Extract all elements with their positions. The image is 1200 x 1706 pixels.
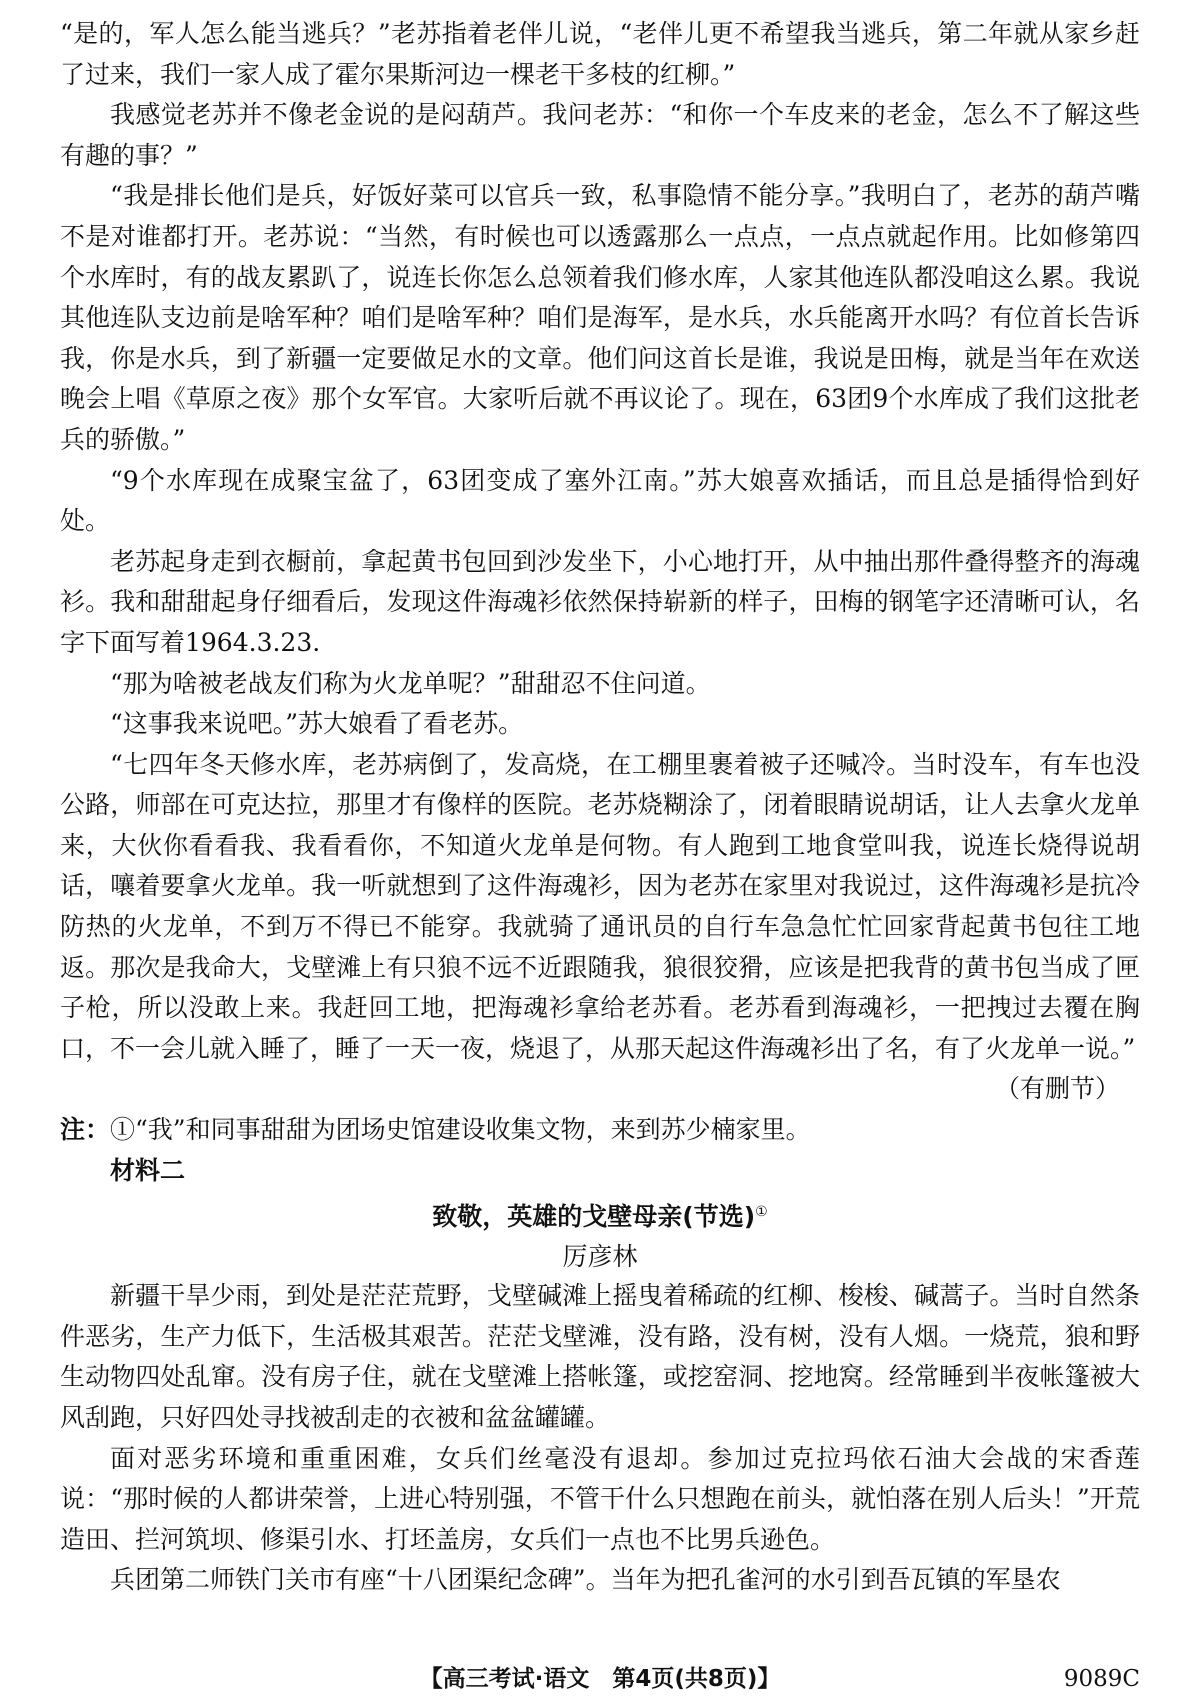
abridged-note: （有删节） bbox=[994, 1074, 1120, 1104]
footnote-label: 注： bbox=[60, 1115, 111, 1145]
paragraph-5: 老苏起身走到衣橱前，拿起黄书包回到沙发坐下，小心地打开，从中抽出那件叠得整齐的海魂衫。我和甜甜起身仔细看后，发现这件海魂衫依然保持崭新的样子，田梅的钢笔字还清晰可认，名字下面写着1964.3.23. bbox=[60, 546, 1140, 657]
paragraph-2: 我感觉老苏并不像老金说的是闷葫芦。我问老苏：“和你一个车皮来的老金，怎么不了解这些有趣的事？” bbox=[60, 100, 1140, 170]
paragraph-11: 兵团第二师铁门关市有座“十八团渠纪念碑”。当年为把孔雀河的水引到吾瓦镇的军垦农 bbox=[110, 1565, 1061, 1595]
page-body bbox=[60, 14, 1140, 1601]
paragraph-8: “七四年冬天修水库，老苏病倒了，发高烧，在工棚里裹着被子还喊冷。当时没车，有车也没公路，师部在可克达拉，那里才有像样的医院。老苏烧糊涂了，闭着眼睛说胡话，让人去拿火龙单来，大伙你看看我、我看看你，不知道火龙单是何物。有人跑到工地食堂叫我，说连长烧得说胡话，嚷着要拿火龙单。我一听就想到了这件海魂衫，因为老苏在家里对我说过，这件海魂衫是抗冷防热的火龙单，不到万不得已不能穿。我就骑了通讯员的自行车急急忙忙回家背起黄书包往工地返。那次是我命大，戈壁滩上有只狼不远不近跟随我，狼很狡猾，应该是把我背的黄书包当成了匣子枪，所以没敢上来。我赶回工地，把海魂衫拿给老苏看。老苏看到海魂衫，一把拽过去覆在胸口，不一会儿就入睡了，睡了一天一夜，烧退了，从那天起这件海魂衫出了名，有了火龙单一说。” bbox=[60, 749, 1140, 1063]
article-title-text: 致敬，英雄的戈壁母亲(节选) bbox=[432, 1202, 756, 1232]
article-title bbox=[60, 1191, 1140, 1238]
article-author: 厉彦林 bbox=[562, 1242, 638, 1272]
footnote-marker: ① bbox=[755, 1204, 768, 1221]
paragraph-1: “是的，军人怎么能当逃兵？”老苏指着老伴儿说，“老伴儿更不希望我当逃兵，第二年就从家乡赶了过来，我们一家人成了霍尔果斯河边一棵老干多枝的红柳。” bbox=[60, 19, 1140, 89]
paragraph-4: “9个水库现在成聚宝盆了，63团变成了塞外江南。”苏大娘喜欢插话，而且总是插得恰到好处。 bbox=[60, 465, 1140, 536]
paragraph-9: 新疆干旱少雨，到处是茫茫荒野，戈壁碱滩上摇曳着稀疏的红柳、梭梭、碱蒿子。当时自然条件恶劣，生产力低下，生活极其艰苦。茫茫戈壁滩，没有路，没有树，没有人烟。一烧荒，狼和野生动物四处乱窜。没有房子住，就在戈壁滩上搭帐篷，或挖窑洞、挖地窝。经常睡到半夜帐篷被大风刮跑，只好四处寻找被刮走的衣被和盆盆罐罐。 bbox=[60, 1281, 1140, 1432]
paragraph-7: “这事我来说吧。”苏大娘看了看老苏。 bbox=[110, 709, 524, 739]
footer-code: 9089C bbox=[1063, 1666, 1140, 1692]
footnote bbox=[60, 1110, 1140, 1151]
paragraph-10: 面对恶劣环境和重重困难，女兵们丝毫没有退却。参加过克拉玛依石油大会战的宋香莲说：“那时候的人都讲荣誉，上进心特别强，不管干什么只想跑在前头，就怕落在别人后头！”开荒造田、拦河筑坝、修渠引水、打坯盖房，女兵们一点也不比男兵逊色。 bbox=[60, 1443, 1140, 1554]
section-heading: 材料二 bbox=[110, 1155, 186, 1185]
footer-exam-info: 【高三考试·语文 第4页(共8页)】 bbox=[419, 1666, 781, 1692]
paragraph-6: “那为啥被老战友们称为火龙单呢？”甜甜忍不住问道。 bbox=[110, 668, 711, 698]
page-footer bbox=[0, 1662, 1200, 1696]
footnote-text: ①“我”和同事甜甜为团场史馆建设收集文物，来到苏少楠家里。 bbox=[110, 1115, 811, 1145]
paragraph-3: “我是排长他们是兵，好饭好菜可以官兵一致，私事隐情不能分享。”我明白了，老苏的葫芦嘴不是对谁都打开。老苏说：“当然，有时候也可以透露那么一点点，一点点就起作用。比如修第四个水库时，有的战友累趴了，说连长你怎么总领着我们修水库，人家其他连队都没咱这么累。我说其他连队支边前是啥军种？咱们是啥军种？咱们是海军，是水兵，水兵能离开水吗？有位首长告诉我，你是水兵，到了新疆一定要做足水的文章。他们问这首长是谁，我说是田梅，就是当年在欢送晚会上唱《草原之夜》那个女军官。大家听后就不再议论了。现在，63团9个水库成了我们这批老兵的骄傲。” bbox=[60, 181, 1140, 454]
